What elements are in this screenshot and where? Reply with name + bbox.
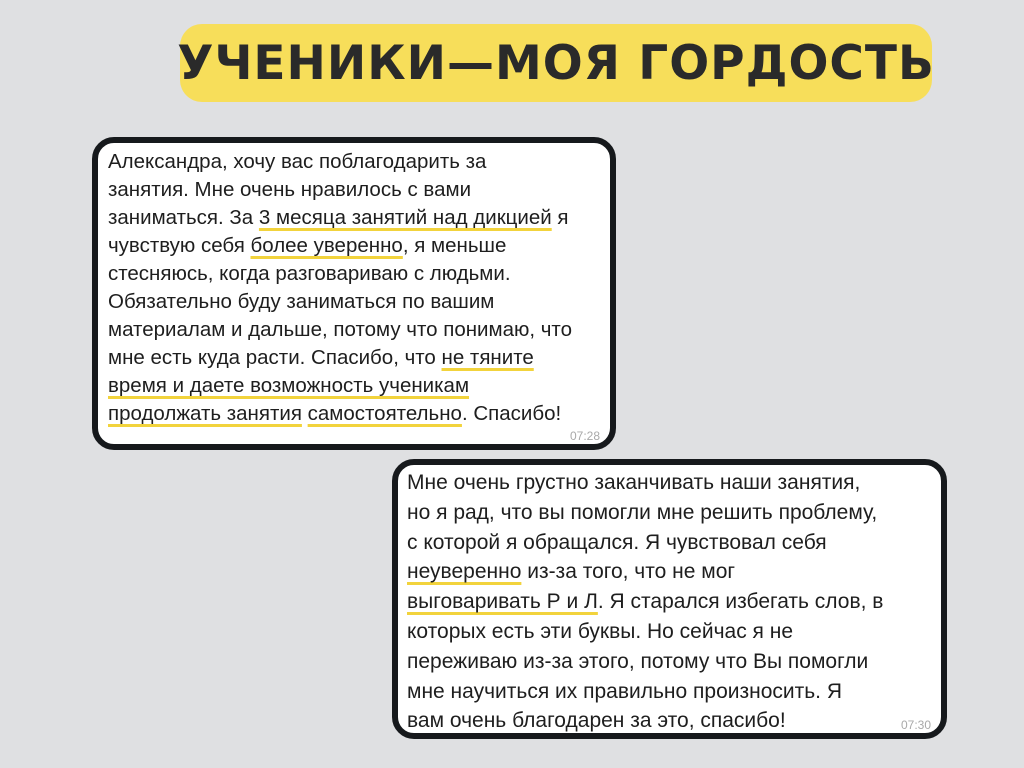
message-line: заниматься. За 3 месяца занятий над дикцией я bbox=[108, 206, 569, 229]
message-line: стесняюсь, когда разговариваю с людьми. bbox=[108, 262, 511, 285]
message-line: Александра, хочу вас поблагодарить за bbox=[108, 150, 487, 173]
message-line: которых есть эти буквы. Но сейчас я не bbox=[407, 619, 794, 643]
highlighted-phrase: не тяните bbox=[441, 346, 534, 369]
page-title: УЧЕНИКИ—МОЯ ГОРДОСТЬ bbox=[177, 35, 935, 91]
message-timestamp: 07:30 bbox=[900, 718, 931, 732]
message-text bbox=[407, 468, 883, 736]
message-bubble-1 bbox=[92, 137, 616, 450]
highlighted-phrase: время и даете возможность ученикам bbox=[108, 374, 470, 397]
message-line: выговаривать Р и Л. Я старался избегать слов, в bbox=[407, 590, 884, 614]
highlighted-phrase: самостоятельно bbox=[307, 402, 462, 425]
message-line: мне научиться их правильно произносить. Я bbox=[407, 679, 843, 703]
message-line: Обязательно буду заниматься по вашим bbox=[108, 290, 495, 313]
message-line: материалам и дальше, потому что понимаю, что bbox=[108, 318, 572, 341]
message-line: неуверенно из-за того, что не мог bbox=[407, 560, 736, 584]
message-line: вам очень благодарен за это, спасибо! bbox=[407, 709, 786, 733]
message-line: занятия. Мне очень нравилось с вами bbox=[108, 178, 472, 201]
message-text bbox=[108, 148, 572, 428]
highlighted-phrase: выговаривать Р и Л bbox=[407, 590, 598, 614]
highlighted-phrase: более уверенно bbox=[250, 234, 403, 257]
highlighted-phrase: продолжать занятия bbox=[108, 402, 302, 425]
highlighted-phrase: неуверенно bbox=[407, 560, 522, 584]
message-timestamp: 07:28 bbox=[569, 429, 600, 443]
message-line: с которой я обращался. Я чувствовал себя bbox=[407, 530, 827, 554]
message-line: мне есть куда расти. Спасибо, что не тяните bbox=[108, 346, 534, 369]
message-line: Мне очень грустно заканчивать наши занятия, bbox=[407, 471, 861, 494]
message-line: переживаю из-за этого, потому что Вы помогли bbox=[407, 649, 869, 673]
message-line: продолжать занятия самостоятельно. Спасибо! bbox=[108, 402, 562, 425]
message-line bbox=[108, 372, 572, 400]
message-line: чувствую себя более уверенно, я меньше bbox=[108, 234, 507, 257]
highlighted-phrase: 3 месяца занятий над дикцией bbox=[258, 206, 552, 229]
title-banner bbox=[177, 24, 935, 102]
message-bubble-2 bbox=[392, 459, 947, 739]
message-line: но я рад, что вы помогли мне решить проблему, bbox=[407, 500, 878, 524]
